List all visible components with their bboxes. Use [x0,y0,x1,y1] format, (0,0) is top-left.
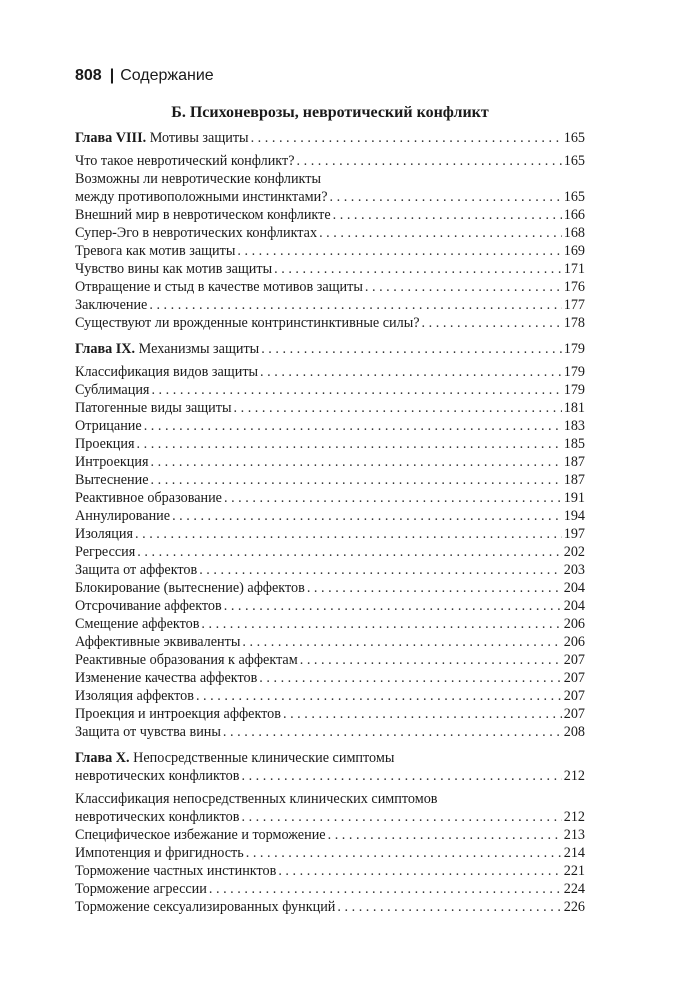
toc-entry[interactable] [75,152,585,170]
chapter-label: Глава IX. [75,341,136,357]
entry-title: Существуют ли врожденные контринстинктивные силы? [75,315,420,331]
entry-title: Защита от чувства вины [75,724,221,740]
entry-page-number: 168 [563,225,585,241]
entry-title: Смещение аффектов [75,616,200,632]
toc-entry[interactable] [75,561,585,579]
entry-title: Сублимация [75,382,150,398]
dot-leader [196,687,562,705]
chapter-block [75,749,585,916]
toc-entry[interactable] [75,615,585,633]
entry-page-number: 194 [563,508,585,524]
dot-leader [246,844,562,862]
dot-leader [422,314,562,332]
entry-title: Торможение агрессии [75,881,207,897]
dot-leader [223,723,562,741]
dot-leader [319,224,562,242]
entry-title: Что такое невротический конфликт? [75,153,295,169]
entry-title: Аффективные эквиваленты [75,634,241,650]
entry-page-number: 191 [563,490,585,506]
chapter-title: Непосредственные клинические симптомы [129,750,395,766]
entry-page-number: 197 [563,526,585,542]
entry-title: Проекция и интроекция аффектов [75,706,281,722]
entry-title: Интроекция [75,454,149,470]
dot-leader [365,278,562,296]
dot-leader [151,471,562,489]
entry-page-number: 208 [563,724,585,740]
entry-title: Реактивное образование [75,490,222,506]
chapter-heading-row[interactable] [75,129,585,147]
entry-title: Тревога как мотив защиты [75,243,236,259]
entry-page-number: 169 [563,243,585,259]
toc-entry[interactable] [75,669,585,687]
dot-leader [137,543,561,561]
entry-page-number: 181 [563,400,585,416]
dot-leader [278,862,561,880]
entry-title: Отрицание [75,418,142,434]
entry-page-number: 176 [563,279,585,295]
toc-entry[interactable] [75,651,585,669]
page-number: 808 [75,67,102,84]
entry-title: Заключение [75,297,148,313]
entry-page-number: 202 [563,544,585,560]
toc-entry[interactable] [75,417,585,435]
entry-page-number: 207 [563,670,585,686]
chapter-label: Глава X. [75,750,130,766]
toc-entry[interactable] [75,579,585,597]
entry-title-line: Возможны ли невротические конфликты [75,171,321,187]
header-separator: | [109,67,115,84]
toc-entry[interactable] [75,489,585,507]
entry-title: между противоположными инстинктами? [75,189,328,205]
entry-page-number: 207 [563,688,585,704]
dot-leader [259,669,561,687]
chapter-title: Мотивы защиты [146,130,249,146]
chapter-heading-row[interactable] [75,340,585,358]
chapter-title-line [75,749,585,767]
chapter-title: Механизмы защиты [135,341,260,357]
entry-title: невротических конфликтов [75,768,240,784]
dot-leader [241,808,561,826]
dot-leader [234,399,562,417]
entry-title: Супер-Эго в невротических конфликтах [75,225,318,241]
dot-leader [224,489,562,507]
entry-page-number: 183 [563,418,585,434]
entry-page-number: 207 [563,706,585,722]
dot-leader [330,188,562,206]
entry-title: Чувство вины как мотив защиты [75,261,273,277]
entry-title: Импотенция и фригидность [75,845,244,861]
dot-leader [150,453,561,471]
toc-entry[interactable] [75,844,585,862]
entry-page-number: 185 [563,436,585,452]
dot-leader [237,242,561,260]
dot-leader [297,152,562,170]
entry-page-number: 171 [563,261,585,277]
entry-title: Проекция [75,436,135,452]
entry-page-number: 214 [563,845,585,861]
chapter-block [75,340,585,741]
entry-title: Торможение сексуализированных функций [75,899,336,915]
dot-leader [135,525,562,543]
dot-leader [261,340,562,358]
toc-entry[interactable] [75,296,585,314]
dot-leader [274,260,562,278]
entry-title: Изоляция [75,526,133,542]
toc-entry[interactable] [75,898,585,916]
dot-leader [151,381,561,399]
entry-page-number: 212 [563,768,585,784]
toc-entry[interactable] [75,862,585,880]
entry-page-number: 179 [563,382,585,398]
dot-leader [242,633,561,651]
entry-page-number: 213 [563,827,585,843]
entry-title: Регрессия [75,544,136,560]
toc-entry[interactable] [75,507,585,525]
toc-entry[interactable] [75,597,585,615]
entry-page-number: 206 [563,634,585,650]
entry-title: Вытеснение [75,472,149,488]
entry-title: Торможение частных инстинктов [75,863,277,879]
toc-entry[interactable] [75,453,585,471]
toc-entry[interactable] [75,278,585,296]
entry-page-number: 165 [563,130,585,146]
toc-entry[interactable] [75,723,585,741]
entry-page-number: 165 [563,189,585,205]
entry-title: Изменение качества аффектов [75,670,258,686]
dot-leader [337,898,561,916]
toc-entry[interactable] [75,880,585,898]
entry-page-number: 187 [563,472,585,488]
entry-title: Реактивные образования к аффектам [75,652,298,668]
dot-leader [172,507,562,525]
entry-title: Защита от аффектов [75,562,198,578]
dot-leader [260,363,562,381]
entry-page-number: 212 [563,809,585,825]
running-head [75,66,214,86]
entry-page-number: 206 [563,616,585,632]
chapter-heading-row[interactable] [75,767,585,785]
entry-title: Классификация видов защиты [75,364,259,380]
dot-leader [328,826,562,844]
toc-entry[interactable] [75,381,585,399]
entry-title: Специфическое избежание и торможение [75,827,326,843]
toc-entry[interactable] [75,363,585,381]
dot-leader [201,615,561,633]
dot-leader [300,651,562,669]
toc-entry[interactable] [75,399,585,417]
table-of-contents [75,129,585,924]
entry-page-number: 224 [563,881,585,897]
entry-page-number: 204 [563,598,585,614]
toc-entry[interactable] [75,242,585,260]
toc-entry[interactable] [75,188,585,206]
entry-title: невротических конфликтов [75,809,240,825]
header-title: Содержание [120,67,214,84]
entry-page-number: 226 [563,899,585,915]
chapter-block [75,129,585,332]
toc-entry[interactable] [75,826,585,844]
entry-page-number: 179 [563,341,585,357]
dot-leader [199,561,562,579]
dot-leader [209,880,562,898]
toc-entry[interactable] [75,543,585,561]
section-title: Б. Психоневрозы, невротический конфликт [171,104,489,121]
dot-leader [241,767,561,785]
toc-entry[interactable] [75,435,585,453]
entry-page-number: 204 [563,580,585,596]
entry-title [75,340,259,358]
dot-leader [144,417,562,435]
dot-leader [283,705,562,723]
toc-entry[interactable] [75,525,585,543]
toc-entry[interactable] [75,260,585,278]
entry-page-number: 221 [563,863,585,879]
entry-page-number: 187 [563,454,585,470]
toc-entry[interactable] [75,471,585,489]
entry-page-number: 166 [563,207,585,223]
entry-title: Внешний мир в невротическом конфликте [75,207,331,223]
dot-leader [251,129,562,147]
entry-title: Отсрочивание аффектов [75,598,222,614]
toc-entry[interactable] [75,206,585,224]
toc-entry[interactable] [75,633,585,651]
entry-title: Аннулирование [75,508,171,524]
dot-leader [333,206,562,224]
entry-title: Изоляция аффектов [75,688,194,704]
entry-page-number: 165 [563,153,585,169]
entry-title: Блокирование (вытеснение) аффектов [75,580,305,596]
toc-entry[interactable] [75,705,585,723]
entry-page-number: 203 [563,562,585,578]
chapter-label: Глава VIII. [75,130,147,146]
toc-entry[interactable] [75,224,585,242]
entry-title: Патогенные виды защиты [75,400,232,416]
entry-page-number: 177 [563,297,585,313]
entry-title [75,129,249,147]
entry-page-number: 178 [563,315,585,331]
entry-page-number: 207 [563,652,585,668]
entry-page-number: 179 [563,364,585,380]
entry-title: Отвращение и стыд в качестве мотивов защиты [75,279,363,295]
toc-entry[interactable] [75,314,585,332]
toc-entry[interactable] [75,687,585,705]
toc-entry[interactable] [75,808,585,826]
dot-leader [149,296,561,314]
dot-leader [137,435,562,453]
dot-leader [224,597,562,615]
dot-leader [307,579,562,597]
entry-title-line: Классификация непосредственных клинических симптомов [75,791,438,807]
